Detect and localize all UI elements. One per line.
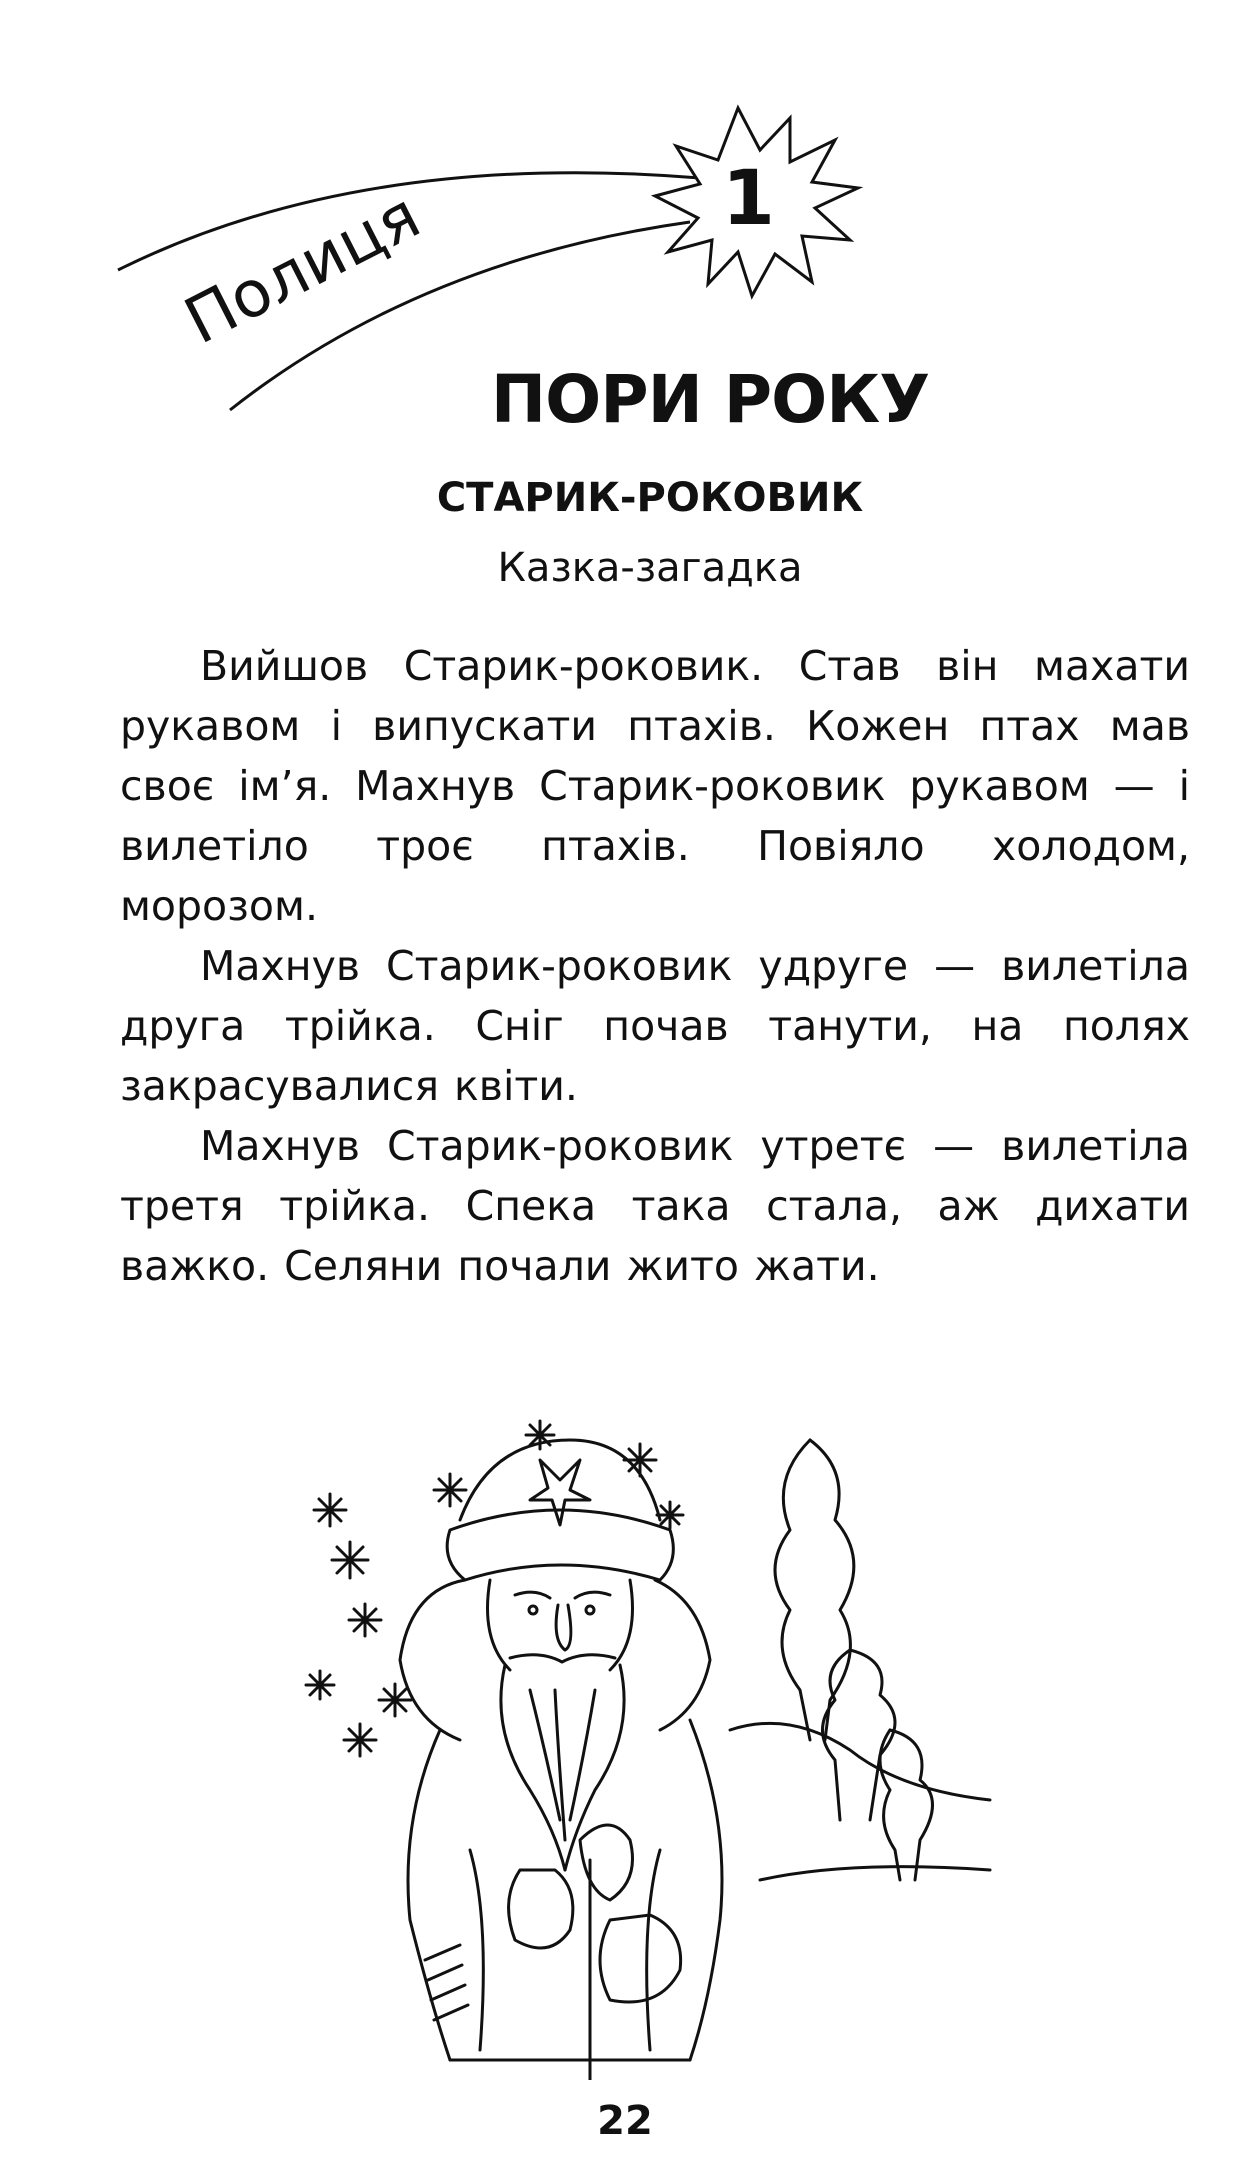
shelf-number: 1 [722,153,775,242]
section-title: ПОРИ РОКУ [490,361,930,438]
old-man-with-snowflakes-icon [290,1400,1010,2080]
story-paragraph: Махнув Старик-роковик удруге — вилетіла друга трійка. Сніг почав танути, на полях закрасувалися квіти. [120,942,1190,1110]
illustration [290,1400,1010,2080]
story-paragraph: Вийшов Старик-роковик. Став він махати рукавом і випускати птахів. Кожен птах мав своє ім’я. Махнув Старик-роковик рукавом — і вилетіло троє птахів. Повіяло холодом, морозом. [120,642,1190,930]
old-man-icon [400,1440,722,2080]
story-paragraph: Махнув Старик-роковик утретє — вилетіла третя трійка. Спека така стала, аж дихати важко. Селяни почали жито жати. [120,1122,1190,1290]
shelf-label: Полиця [173,178,432,360]
story-body [120,636,1190,1296]
tree-icon [730,1440,990,1880]
story-title: СТАРИК-РОКОВИК [436,475,864,521]
page-number: 22 [597,2098,653,2144]
snowflake-icon [306,1421,683,1756]
story-genre: Казка-загадка [497,545,803,591]
